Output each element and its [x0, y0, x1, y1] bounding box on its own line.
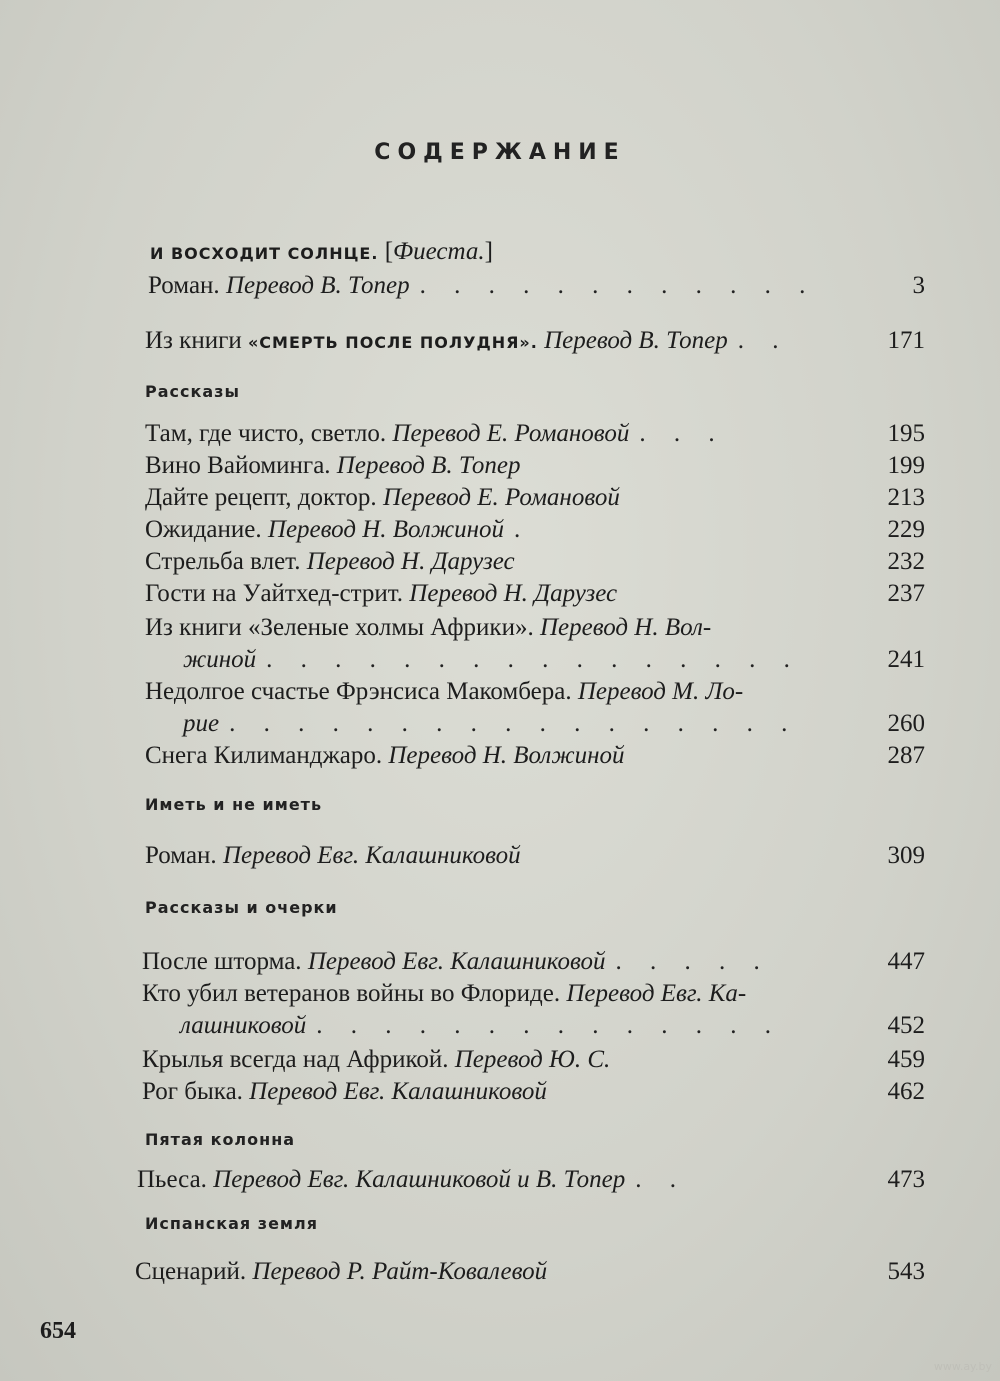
toc-entry-italic: Перевод Н. Дарузес: [306, 548, 515, 575]
toc-entry-pre: Сценарий.: [135, 1258, 253, 1285]
toc-entry-title: [137, 1166, 625, 1194]
toc-entry-page-number: 287: [887, 742, 925, 769]
toc-entry: [145, 420, 925, 452]
toc-entry-page-number: 543: [887, 1258, 925, 1285]
toc-entry-pre: Рог быка.: [142, 1078, 250, 1105]
toc-entry-title: [150, 238, 493, 266]
toc-entry-title: [145, 842, 521, 870]
toc-entry-title: [180, 1012, 306, 1040]
toc-entry-caps: И ВОСХОДИТ СОЛНЦЕ.: [150, 244, 379, 263]
watermark: www.ay.by: [933, 1360, 992, 1373]
toc-entry-title: [183, 646, 256, 674]
toc-entry-italic: Перевод Евг. Калашниковой: [249, 1078, 547, 1105]
toc-entry-page-number: 195: [887, 420, 925, 447]
toc-entry-page-number: 447: [887, 948, 925, 975]
toc-entry-pre: Из книги «Зеленые холмы Африки».: [145, 614, 540, 641]
toc-entry: [135, 1258, 925, 1290]
toc-entry-pre: Вино Вайоминга.: [145, 452, 337, 479]
toc-entry: [142, 980, 925, 1012]
toc-entry-page-number: 229: [887, 516, 925, 543]
toc-entry-italic: жиной: [183, 646, 257, 673]
toc-entry: [148, 272, 925, 304]
toc-entry-title: [145, 742, 624, 770]
page-title: СОДЕРЖАНИЕ: [374, 140, 626, 165]
toc-entry-leader-dots: . . . . . . . . . . . .: [419, 272, 817, 299]
toc-entry-title: [142, 1078, 547, 1106]
toc-entry-title: [145, 484, 620, 512]
toc-entry-pre: Недолгое счастье Фрэнсиса Макомбера.: [145, 678, 578, 705]
toc-entry-pre: Роман.: [148, 272, 226, 299]
page-number: 654: [40, 1318, 76, 1344]
toc-entry: [145, 842, 925, 874]
toc-entry-title: [142, 1046, 610, 1074]
toc-entry-pre: Крылья всегда над Африкой.: [142, 1046, 455, 1073]
toc-entry-page-number: 260: [887, 710, 925, 737]
section-heading-pyataya-kolonna: Пятая колонна: [145, 1130, 296, 1149]
toc-entry: [150, 238, 925, 270]
toc-entry-italic: Перевод М. Ло-: [577, 678, 744, 705]
toc-entry-pre: Роман.: [145, 842, 223, 869]
toc-entry-page-number: 199: [887, 452, 925, 479]
section-heading-rasskazy-i-ocherki: Рассказы и очерки: [145, 898, 338, 917]
toc-entry-italic: Перевод Евг. Калашниковой: [307, 948, 606, 975]
toc-entry-italic: Перевод Н. Дарузес: [409, 580, 618, 607]
toc-entry: [145, 452, 925, 484]
toc-entry-title: [145, 580, 617, 608]
toc-entry-italic: Фиеста.: [393, 238, 485, 265]
toc-entry-page-number: 241: [887, 646, 925, 673]
toc-entry: [145, 516, 925, 548]
toc-entry: [145, 742, 925, 774]
toc-entry-pre: Снега Килиманджаро.: [145, 742, 389, 769]
toc-entry: [145, 580, 925, 612]
toc-entry-page-number: 232: [887, 548, 925, 575]
toc-entry-page-number: 452: [887, 1012, 925, 1039]
toc-entry-pre: Пьеса.: [137, 1166, 214, 1193]
toc-entry: [142, 948, 925, 980]
toc-entry-italic: Перевод Евг. Ка-: [566, 980, 747, 1007]
toc-entry: [137, 1166, 925, 1198]
toc-entry: [145, 614, 925, 646]
toc-entry-title: [183, 710, 219, 738]
toc-entry-title: [145, 516, 504, 544]
toc-entry-italic: рие: [183, 710, 220, 737]
toc-entry: [142, 1046, 925, 1078]
toc-entry-italic: Перевод В. Топер: [225, 272, 410, 299]
toc-entry-leader-dots: .: [514, 516, 532, 543]
toc-entry-pre: Гости на Уайтхед-стрит.: [145, 580, 410, 607]
toc-entry-pre: Из книги: [145, 327, 248, 354]
toc-entry-title: [142, 948, 606, 976]
toc-entry-leader-dots: . . . . . . . . . . . . . .: [316, 1012, 782, 1039]
toc-entry-title: [142, 980, 746, 1008]
toc-entry-pre: Там, где чисто, светло.: [145, 420, 393, 447]
toc-entry-leader-dots: . . . . . . . . . . . . . . . . .: [229, 710, 799, 737]
toc-entry-title: [145, 452, 521, 480]
toc-entry-title: [145, 420, 629, 448]
toc-entry-post: ]: [484, 238, 493, 265]
toc-entry-italic: Перевод Е. Романовой: [392, 420, 630, 447]
toc-entry-italic: лашниковой: [180, 1012, 307, 1039]
toc-entry: [145, 548, 925, 580]
toc-entry-leader-dots: . .: [737, 327, 790, 354]
toc-entry-italic: Перевод Н. Волжиной: [267, 516, 504, 543]
toc-entry: [145, 678, 925, 710]
toc-entry-italic: Перевод Е. Романовой: [382, 484, 620, 511]
section-heading-ispanskaya-zemlya: Испанская земля: [145, 1214, 318, 1233]
toc-entry-title: [145, 614, 711, 642]
toc-entry-title: [145, 678, 743, 706]
section-heading-imet-i-ne-imet: Иметь и не иметь: [145, 795, 323, 814]
toc-entry-pre: Ожидание.: [145, 516, 268, 543]
toc-entry-italic: Перевод В. Топер: [336, 452, 521, 479]
toc-entry: [142, 1078, 925, 1110]
toc-entry-page-number: 459: [887, 1046, 925, 1073]
toc-entry-italic: Перевод Евг. Калашниковой и В. Топер: [213, 1166, 626, 1193]
toc-entry-page-number: 3: [912, 272, 925, 299]
toc-entry-italic: Перевод Н. Волжиной: [388, 742, 625, 769]
toc-entry-leader-dots: . . . . .: [615, 948, 771, 975]
toc-entry-leader-dots: . .: [635, 1166, 688, 1193]
toc-entry: [180, 1012, 925, 1044]
toc-entry: [183, 710, 925, 742]
toc-entry: [183, 646, 925, 678]
toc-entry-italic: Перевод Р. Райт-Ковалевой: [252, 1258, 548, 1285]
toc-entry-italic: Перевод Н. Вол-: [539, 614, 712, 641]
toc-entry-leader-dots: . . . . . . . . . . . . . . . .: [266, 646, 801, 673]
toc-entry-italic: Перевод Ю. С.: [454, 1046, 611, 1073]
toc-entry-italic: Перевод В. Топер: [544, 327, 728, 354]
toc-entry-page-number: 462: [887, 1078, 925, 1105]
toc-entry-pre: Стрельба влет.: [145, 548, 307, 575]
toc-entry-page-number: 309: [887, 842, 925, 869]
toc-entry-leader-dots: . . .: [639, 420, 726, 447]
toc-entry-pre: После шторма.: [142, 948, 308, 975]
toc-entry-page-number: 213: [887, 484, 925, 511]
toc-entry-italic: Перевод Евг. Калашниковой: [222, 842, 521, 869]
toc-entry-page-number: 237: [887, 580, 925, 607]
toc-entry: [145, 327, 925, 359]
toc-entry-pre: Дайте рецепт, доктор.: [145, 484, 383, 511]
section-heading-rasskazy: Рассказы: [145, 382, 240, 401]
toc-entry-title: [148, 272, 410, 300]
toc-entry-pre: Кто убил ветеранов войны во Флориде.: [142, 980, 567, 1007]
toc-entry-title: [135, 1258, 547, 1286]
toc-entry-title: [145, 327, 728, 355]
toc-entry: [145, 484, 925, 516]
toc-entry-plain: [: [378, 238, 394, 265]
toc-entry-caps: «СМЕРТЬ ПОСЛЕ ПОЛУДНЯ».: [247, 333, 538, 352]
toc-entry-page-number: 171: [887, 327, 925, 354]
toc-entry-title: [145, 548, 515, 576]
toc-entry-page-number: 473: [887, 1166, 925, 1193]
